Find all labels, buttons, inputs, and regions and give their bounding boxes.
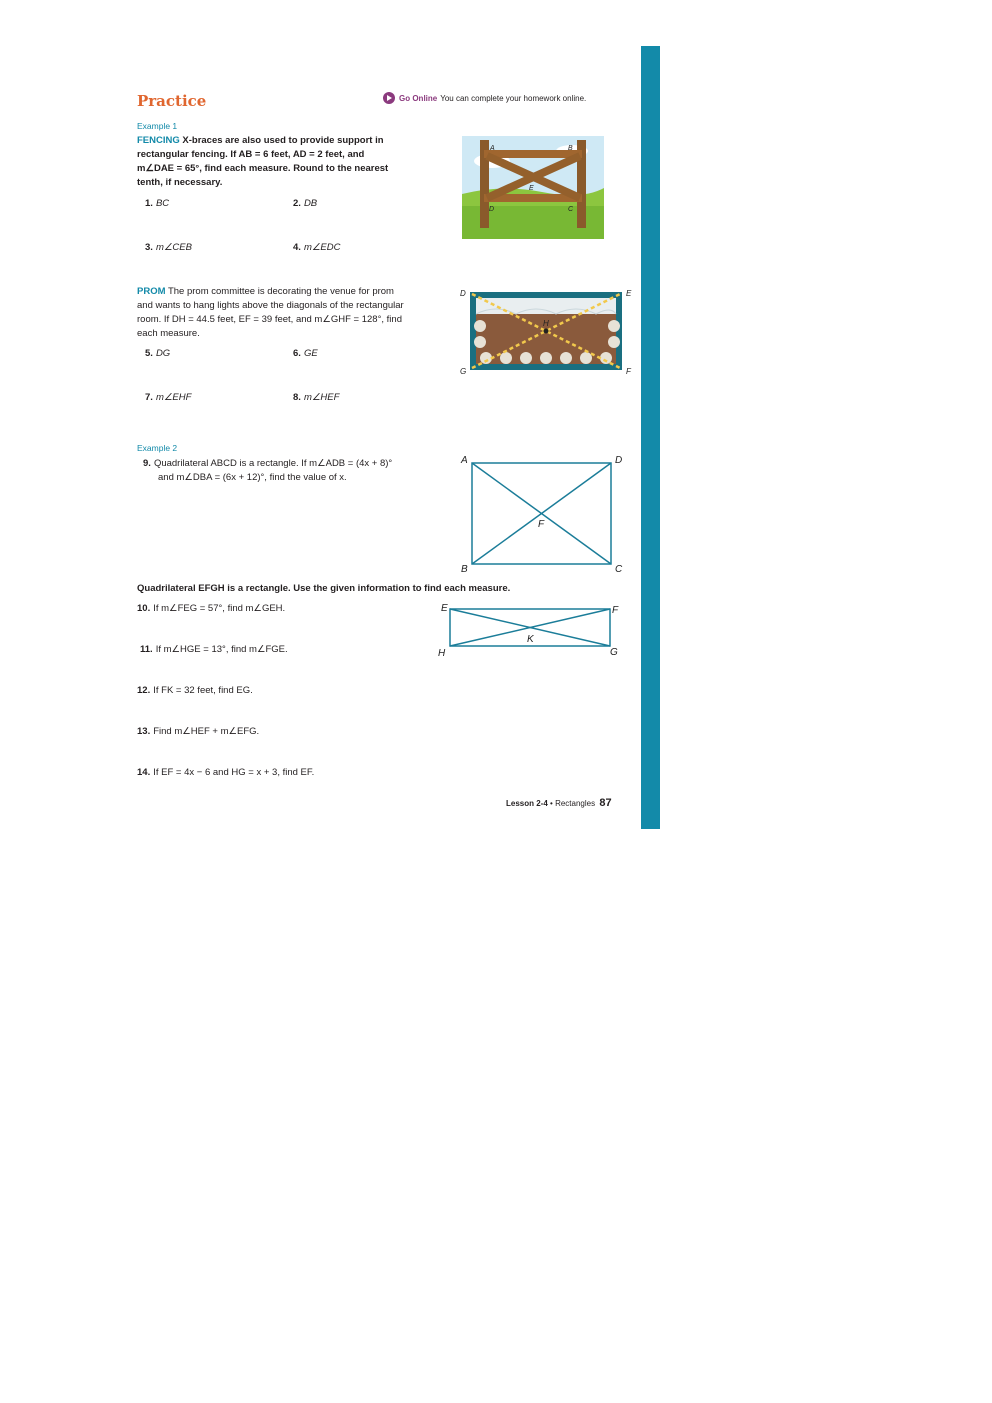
page-title: Practice bbox=[137, 92, 207, 110]
rectangle-efgh-figure bbox=[436, 601, 626, 659]
prom-line: room. If DH = 44.5 feet, EF = 39 feet, and m∠GHF = 128°, find bbox=[137, 314, 402, 325]
question-text: m∠EDC bbox=[303, 242, 341, 253]
question-number: 12. bbox=[137, 685, 151, 696]
question-text: BC bbox=[155, 198, 170, 209]
question-text: Find m∠HEF + m∠EFG. bbox=[153, 726, 260, 737]
question-number: 4. bbox=[293, 242, 301, 253]
question-number: 2. bbox=[293, 198, 301, 209]
question-text: If FK = 32 feet, find EG. bbox=[153, 685, 253, 696]
prom-label-f: F bbox=[626, 367, 631, 376]
label-h: H bbox=[438, 648, 446, 659]
prom-room-illustration bbox=[456, 286, 636, 378]
question-text: m∠HEF bbox=[303, 392, 340, 403]
go-online-text: You can complete your homework online. bbox=[440, 93, 587, 103]
question-number: 5. bbox=[145, 348, 153, 359]
question-4 bbox=[293, 242, 340, 253]
question-number: 13. bbox=[137, 726, 151, 737]
question-14 bbox=[137, 767, 314, 778]
question-text: If m∠FEG = 57°, find m∠GEH. bbox=[153, 603, 286, 614]
prom-tag: PROM bbox=[137, 286, 166, 297]
question-7 bbox=[145, 392, 191, 403]
footer-topic: Rectangles bbox=[555, 799, 596, 808]
question-number: 1. bbox=[145, 198, 153, 209]
prom-label-d: D bbox=[460, 289, 466, 298]
question-text: m∠CEB bbox=[155, 242, 192, 253]
page-edge-bar bbox=[641, 46, 660, 829]
fencing-line: m∠DAE = 65°, find each measure. Round to the nearest bbox=[137, 163, 389, 174]
question-11 bbox=[140, 644, 288, 655]
question-number: 14. bbox=[137, 767, 151, 778]
fence-label-c: C bbox=[568, 206, 574, 213]
fencing-line: X-braces are also used to provide support in bbox=[182, 135, 384, 146]
prom-paragraph bbox=[137, 285, 449, 341]
question-text: GE bbox=[303, 348, 318, 359]
question-6 bbox=[293, 348, 318, 359]
prom-label-e: E bbox=[626, 289, 632, 298]
question-text: DG bbox=[155, 348, 171, 359]
question-number: 6. bbox=[293, 348, 301, 359]
fence-label-a: A bbox=[490, 145, 495, 152]
prom-label-h: H bbox=[543, 319, 549, 328]
question-9 bbox=[143, 457, 453, 485]
prom-line: and wants to hang lights above the diagonals of the rectangular bbox=[137, 300, 404, 311]
question-number: 3. bbox=[145, 242, 153, 253]
label-d: D bbox=[615, 455, 623, 466]
question-number: 8. bbox=[293, 392, 301, 403]
question-5 bbox=[145, 348, 170, 359]
fence-label-b: B bbox=[568, 145, 573, 152]
question-number: 11. bbox=[140, 644, 153, 655]
question-number: 7. bbox=[145, 392, 153, 403]
question-text: If EF = 4x − 6 and HG = x + 3, find EF. bbox=[153, 767, 315, 778]
go-online-link[interactable] bbox=[383, 92, 586, 104]
example-1-label: Example 1 bbox=[137, 121, 178, 131]
label-k: K bbox=[527, 634, 534, 645]
label-c: C bbox=[615, 564, 623, 575]
cursor-icon bbox=[383, 92, 395, 104]
question-8 bbox=[293, 392, 339, 403]
question-3 bbox=[145, 242, 192, 253]
efgh-instruction: Quadrilateral EFGH is a rectangle. Use the given information to find each measure. bbox=[137, 583, 511, 594]
question-10 bbox=[137, 603, 285, 614]
label-g: G bbox=[610, 647, 618, 658]
go-online-label: Go Online bbox=[399, 93, 438, 103]
fencing-line: tenth, if necessary. bbox=[137, 177, 223, 188]
question-number: 9. bbox=[143, 458, 151, 469]
fencing-paragraph bbox=[137, 134, 447, 190]
example-2-label: Example 2 bbox=[137, 443, 178, 453]
question-1 bbox=[145, 198, 169, 209]
footer-lesson: Lesson 2-4 bbox=[506, 799, 548, 808]
fencing-tag: FENCING bbox=[137, 135, 180, 146]
label-f: F bbox=[538, 519, 545, 530]
prom-label-g: G bbox=[460, 367, 467, 376]
question-2 bbox=[293, 198, 317, 209]
fencing-line: rectangular fencing. If AB = 6 feet, AD = 2 feet, and bbox=[137, 149, 365, 160]
question-text: Quadrilateral ABCD is a rectangle. If m∠ADB = (4x + 8)° bbox=[153, 458, 393, 469]
prom-line: The prom committee is decorating the venue for prom bbox=[167, 286, 394, 297]
footer-bullet: • bbox=[550, 799, 553, 808]
label-b: B bbox=[461, 564, 468, 575]
question-12 bbox=[137, 685, 253, 696]
fence-illustration bbox=[462, 136, 604, 239]
label-e: E bbox=[441, 603, 448, 614]
rectangle-abcd-figure bbox=[455, 450, 635, 578]
question-text: DB bbox=[303, 198, 318, 209]
question-text: m∠EHF bbox=[155, 392, 192, 403]
question-text: If m∠HGE = 13°, find m∠FGE. bbox=[155, 644, 288, 655]
page-footer bbox=[506, 797, 612, 809]
question-13 bbox=[137, 726, 259, 737]
question-number: 10. bbox=[137, 603, 151, 614]
fence-label-e: E bbox=[529, 185, 534, 192]
prom-line: each measure. bbox=[137, 328, 200, 339]
label-a: A bbox=[461, 455, 468, 466]
label-f: F bbox=[612, 605, 619, 616]
page-number: 87 bbox=[599, 797, 612, 809]
fence-label-d: D bbox=[489, 206, 495, 213]
question-text: and m∠DBA = (6x + 12)°, find the value of x. bbox=[158, 472, 347, 483]
